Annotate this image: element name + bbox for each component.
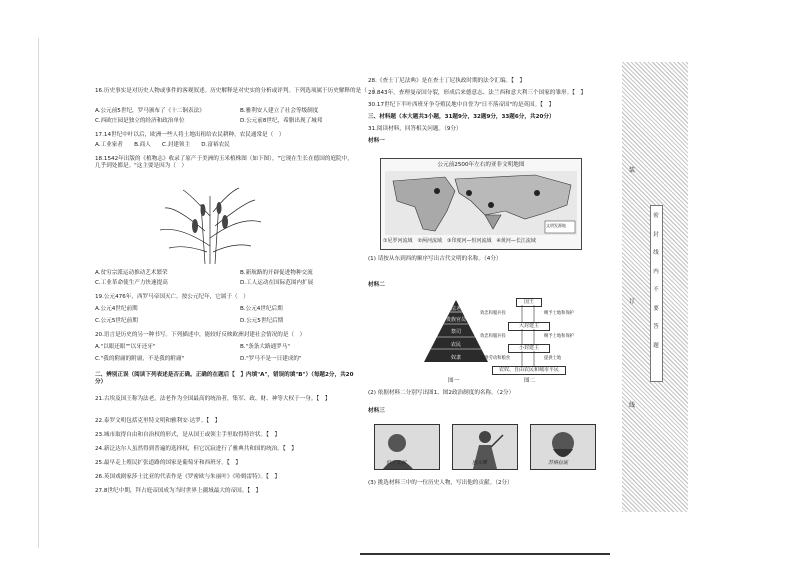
sealed-char-2: 封	[653, 231, 659, 238]
feudal-king-box: 国王	[516, 298, 542, 307]
bottom-rule	[360, 553, 610, 555]
material-3-label: 材料三	[368, 408, 385, 414]
feudal-label-3: 效忠和服兵役	[480, 334, 506, 339]
question-31-part-2: (2) 依据材料二分别写出图1、图2政治制度的名称。（2分）	[368, 390, 515, 396]
question-16: 16.历史事实是对历史人物或事件的客观叙述。历史解释是对史实的分析或评判。下列选项属于历史解释的是（ ）	[95, 88, 378, 94]
pyramid-diagram	[424, 300, 488, 362]
q19-option-d: D.公元5世纪后期	[240, 318, 284, 324]
feudal-small-lord-box: 小封建主	[508, 344, 550, 353]
question-31-part-3: (3) 挑选材料三中的一位历史人物，写出他的贡献。（2分）	[368, 480, 513, 486]
q19-option-c: C.公元5世纪前期	[95, 318, 138, 324]
question-20: 20.语言是历史的另一种书写。下列描述中，能较好反映欧洲封建社会情况的是（ ）	[95, 332, 306, 338]
question-31-part-1: (1) 请按从东到西的顺序写出古代文明的名称。（4分）	[368, 256, 502, 262]
portrait-socrates-label: 苏格拉底	[548, 460, 569, 466]
feudal-peasants-box: 农奴、自由农民和城市平民	[492, 366, 566, 375]
feudal-label-4: 赐予土地和保护	[544, 334, 575, 339]
q16-option-d: D.公元前8世纪，希腊出现了城邦	[240, 118, 323, 124]
question-17: 17.14世纪中叶以后，欧洲一些人将土地出租给农民耕种，农民通常是（ ）	[95, 132, 285, 138]
question-31: 31.阅读材料，回答相关问题。（9分）	[368, 126, 462, 132]
feudal-label-2: 赐予土地和保护	[544, 311, 575, 316]
question-24: 24.新泛达尔人虽然得到普遍的选择权，但它沉寂进行了雅典共和国的统治。【 】	[95, 446, 297, 452]
pyramid-level-5: 奴隶	[450, 355, 462, 361]
corn-plant-illustration	[155, 186, 265, 264]
feudal-arrows	[508, 305, 548, 367]
question-28: 28.《查士丁尼法典》是在查士丁尼执政时期的法令汇编。【 】	[368, 78, 526, 84]
figure-2-caption: 图二	[524, 378, 536, 384]
q18-option-c: C.工业革命使生产力快速提高	[95, 280, 168, 286]
question-26: 26.英国戏剧家莎士比亚的代表作是《罗密欧与朱丽叶》《哈姆雷特》。【 】	[95, 474, 281, 480]
map-legend-tag: 文明发源地	[546, 223, 566, 228]
material-1-label: 材料一	[368, 138, 385, 144]
question-29: 29.843年，查理曼帝国分裂，形成后来德意志、法兰西和意大利三个国家的雏形。【 】	[368, 90, 587, 96]
map-title: 公元前2500年左右的亚非文明地图	[437, 162, 525, 168]
feudal-label-6: 提供土地	[544, 356, 562, 361]
q19-option-a: A.公元4世纪前期	[95, 306, 138, 312]
q16-option-a: A.公元前5世纪，罗马颁布了《十二铜表法》	[95, 108, 205, 114]
feudal-lord-box: 大封建主	[508, 322, 550, 331]
map-legend: ①尼罗河流域 ②两河流域 ③印度河—恒河流域 ④黄河—长江流域	[383, 238, 536, 244]
pyramid-level-1: 法老	[450, 306, 462, 312]
portrait-octavian-label: 屋大维	[472, 460, 488, 466]
pyramid-level-3: 祭司	[450, 329, 462, 335]
binding-char-middle: 订	[629, 298, 636, 305]
q16-option-b: B.雅利安人建立了社会等级制度	[240, 108, 319, 114]
sealed-line-text	[652, 212, 660, 350]
question-18: 18.1542年出版的《植物志》收录了原产于美洲的玉米植株图（如下图），"它现在生长在德国的庭院中，几乎到处都是。"这主要是因为（ ）	[95, 156, 353, 169]
q18-option-d: D.工人运动在国际范围内扩展	[240, 280, 314, 286]
sealed-char-7: 答	[653, 324, 659, 331]
material-2-label: 材料二	[368, 282, 385, 288]
section-3-heading: 三、材料题（本大题共3小题，31题9分，32题9分，33题6分，共20分）	[368, 114, 555, 120]
sealed-char-8: 题	[653, 342, 659, 349]
pyramid-level-4: 农民	[450, 342, 462, 348]
binding-char-bottom: 线	[629, 402, 636, 409]
sealed-char-3: 线	[653, 250, 659, 257]
q20-option-d: D."罗马不是一日建成的"	[240, 356, 302, 362]
question-22: 22.泰罗文明包括克里特文明和雅利安·达罗。【 】	[95, 418, 221, 424]
sealed-char-5: 不	[653, 287, 659, 294]
feudal-label-5: 提供劳动和粮食	[480, 356, 511, 361]
q17-options: A.工业家者 B.商人 C.封建领主 D.富裕农民	[95, 142, 230, 148]
portrait-dante-label: 但丁天利	[386, 460, 407, 466]
portrait-dante	[374, 424, 440, 470]
sealed-char-6: 要	[653, 305, 659, 312]
question-25: 25.最早走上殖民扩张道路的国家是葡萄牙和西班牙。【 】	[95, 460, 241, 466]
question-21: 21.古埃及国王称为法老，法老作为全国最高的统治者，集军、政、财、神等大权于一身。【 】	[95, 396, 331, 402]
feudal-label-1: 效忠和服兵役	[480, 311, 506, 316]
q16-option-c: C.西欧庄园是独立的经济和政治单位	[95, 118, 185, 124]
sealed-char-4: 内	[653, 268, 659, 275]
q20-option-b: B."条条大路通罗马"	[240, 344, 290, 350]
binding-char-top: 装	[629, 167, 636, 174]
q20-option-a: A."以眼还眼""以牙还牙"	[95, 344, 156, 350]
question-30: 30.17世纪下半叶西班牙争夺殖民地中自誉为"日不落帝国"的是英国。【 】	[368, 102, 555, 108]
figure-1-caption: 图一	[448, 378, 460, 384]
q18-option-b: B.新航路的开辟促进物种交流	[240, 270, 313, 276]
sealed-char-1: 密	[653, 213, 659, 219]
q20-option-c: C."我的附庸的附庸，不是我的附庸"	[95, 356, 185, 362]
q19-option-b: B.公元4世纪后期	[240, 306, 283, 312]
question-19: 19.公元476年，西罗马帝国灭亡。按公元纪年，它属于（ ）	[95, 294, 249, 300]
q18-option-a: A.贫穷宗派运动推动艺术繁荣	[95, 270, 168, 276]
question-27: 27.8世纪中期，拜占庭帝国成为当时世界上疆域最大的帝国。【 】	[95, 488, 262, 494]
section-2-heading: 二、辨别正误（阅读下列表述是否正确。正确的在题后【 】内填"A"，错误的填"B"）（每题2分，共20分）	[95, 372, 354, 385]
pyramid-level-2: 贵族官员	[445, 317, 467, 323]
civilization-map	[380, 158, 582, 250]
question-23: 23.城市取得自由和自治权的形式，是从国王或领主手里取得特许状。【 】	[95, 432, 281, 438]
